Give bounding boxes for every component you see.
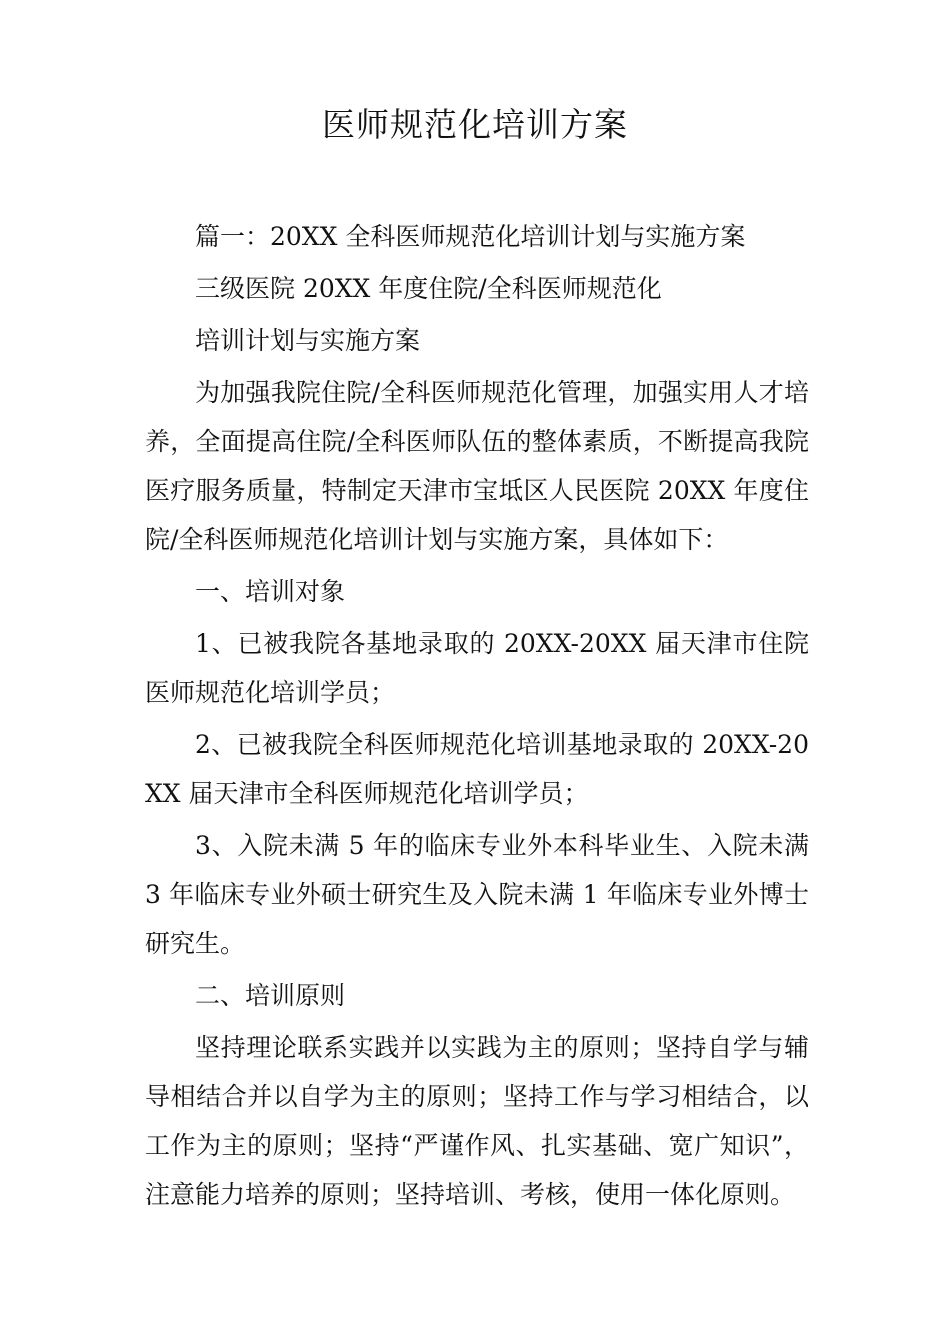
principles-paragraph: 坚持理论联系实践并以实践为主的原则；坚持自学与辅导相结合并以自学为主的原则；坚持工作与学习相结合，以工作为主的原则；坚持“严谨作风、扎实基础、宽广知识”，注意能力培养的原则；坚持培训、考核，使用一体化原则。 xyxy=(145,1033,809,1209)
section-heading-training-principles: 二、培训原则 xyxy=(195,981,346,1010)
section-heading-part-one: 篇一：20XX 全科医师规范化培训计划与实施方案 xyxy=(195,222,746,251)
list-item-target-1: 1、已被我院各基地录取的 20XX-20XX 届天津市住院医师规范化培训学员； xyxy=(145,629,809,707)
subtitle-line-2: 培训计划与实施方案 xyxy=(195,326,421,355)
section-heading-training-targets: 一、培训对象 xyxy=(195,577,346,606)
document-title: 医师规范化培训方案 xyxy=(322,105,628,144)
list-item-target-3: 3、入院未满 5 年的临床专业外本科毕业生、入院未满 3 年临床专业外硕士研究生及入院未满 1 年临床专业外博士研究生。 xyxy=(145,831,809,958)
document-body xyxy=(145,212,809,1219)
intro-paragraph: 为加强我院住院/全科医师规范化管理，加强实用人才培养，全面提高住院/全科医师队伍的整体素质，不断提高我院医疗服务质量，特制定天津市宝坻区人民医院 20XX 年度住院/全科医师规范化培训计划与实施方案，具体如下： xyxy=(145,378,809,554)
list-item-target-2: 2、已被我院全科医师规范化培训基地录取的 20XX-20XX 届天津市全科医师规范化培训学员； xyxy=(145,730,809,808)
subtitle-line-1: 三级医院 20XX 年度住院/全科医师规范化 xyxy=(195,274,662,303)
